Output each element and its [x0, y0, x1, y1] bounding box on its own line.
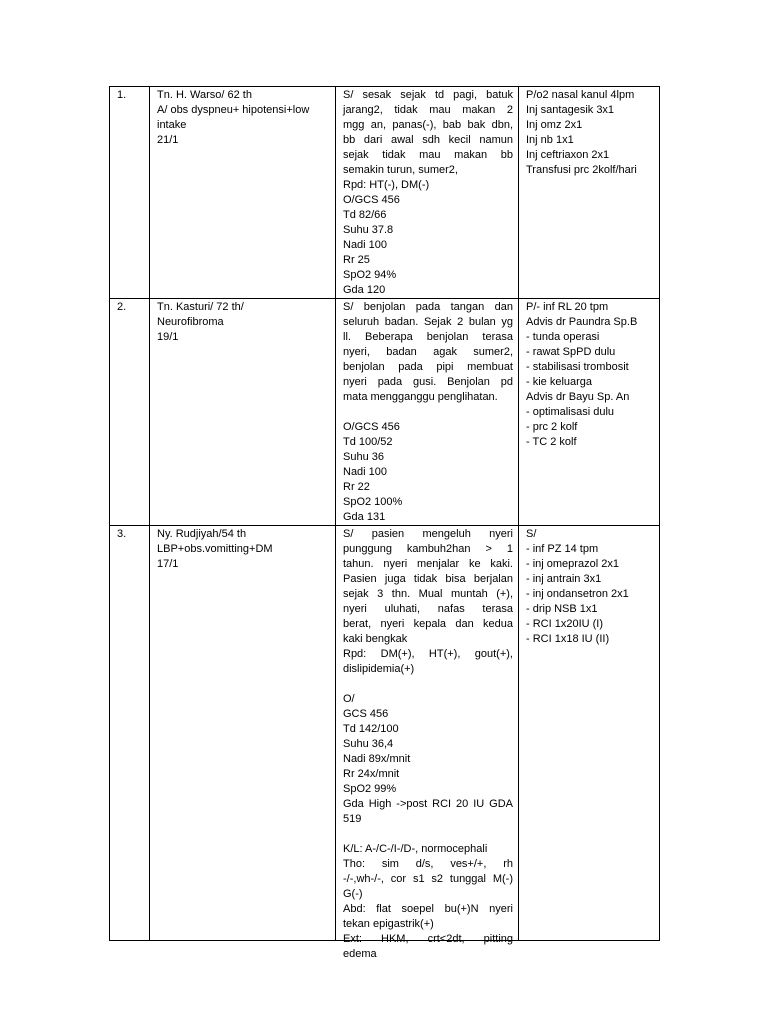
patient-info-line: Ny. Rudjiyah/54 th — [157, 528, 247, 540]
soap-line: Suhu 37.8 — [343, 224, 394, 236]
plan-line: Inj santagesik 3x1 — [526, 104, 615, 116]
soap-line: Nadi 100 — [343, 239, 388, 251]
soap-notes-cell — [336, 87, 519, 299]
soap-line — [343, 827, 513, 842]
row-number: 1. — [110, 87, 150, 299]
soap-line: mgg an, panas(-), bab bak dbn, — [343, 119, 513, 131]
table-row — [110, 526, 660, 941]
plan-line: - RCI 1x20IU (I) — [526, 618, 604, 630]
soap-line: Abd: flat soepel bu(+)N nyeri — [343, 903, 513, 915]
plan-line: - inj omeprazol 2x1 — [526, 558, 619, 570]
soap-line: seluruh badan. Sejak 2 bulan yg — [343, 316, 513, 328]
plan-line: Advis dr Paundra Sp.B — [526, 316, 638, 328]
plan-line: - rawat SpPD dulu — [526, 346, 616, 358]
soap-line: ll. Beberapa benjolan terasa — [343, 331, 513, 343]
plan-line: Transfusi prc 2kolf/hari — [526, 164, 637, 176]
soap-line: G(-) — [343, 888, 363, 900]
patient-info-cell — [150, 526, 336, 941]
soap-line: semakin turun, sumer2, — [343, 164, 458, 176]
plan-line: - tunda operasi — [526, 331, 600, 343]
soap-line — [343, 405, 513, 420]
patient-info-line: 19/1 — [157, 331, 179, 343]
patient-info-line: A/ obs dyspneu+ hipotensi+low — [157, 104, 310, 116]
soap-line: nyeri, badan agak sumer2, — [343, 346, 513, 358]
plan-line: P/- inf RL 20 tpm — [526, 301, 609, 313]
plan-line: - optimalisasi dulu — [526, 406, 615, 418]
table-row — [110, 87, 660, 299]
soap-line: Gda 131 — [343, 511, 386, 523]
plan-line: S/ — [526, 528, 537, 540]
soap-line: S/ benjolan pada tangan dan — [343, 301, 513, 313]
soap-line: O/ — [343, 693, 355, 705]
soap-line: mata mengganggu penglihatan. — [343, 391, 498, 403]
soap-line: nyeri pada gusi. Benjolan pd — [343, 376, 513, 388]
plan-line: - drip NSB 1x1 — [526, 603, 598, 615]
patient-info-line: LBP+obs.vomitting+DM — [157, 543, 273, 555]
soap-line: dislipidemia(+) — [343, 663, 415, 675]
soap-line: GCS 456 — [343, 708, 389, 720]
soap-notes-cell — [336, 299, 519, 526]
soap-line: punggung kambuh2han > 1 — [343, 543, 513, 555]
soap-line: Rpd: DM(+), HT(+), gout(+), — [343, 648, 513, 660]
soap-line: Ext: HKM, crt<2dt, pitting — [343, 933, 513, 945]
soap-line: SpO2 94% — [343, 269, 397, 281]
soap-line: S/ sesak sejak td pagi, batuk — [343, 89, 513, 101]
soap-line: jarang2, tidak mau makan 2 — [343, 104, 513, 116]
soap-line: tekan epigastrik(+) — [343, 918, 434, 930]
soap-line: nyeri uluhati, nafas terasa — [343, 603, 513, 615]
patient-info-line: Tn. Kasturi/ 72 th/ — [157, 301, 244, 313]
patient-info-line: Tn. H. Warso/ 62 th — [157, 89, 252, 101]
patient-notes-table — [109, 86, 660, 960]
plan-line: - inj antrain 3x1 — [526, 573, 602, 585]
soap-line: O/GCS 456 — [343, 421, 400, 433]
soap-line: Suhu 36 — [343, 451, 384, 463]
soap-line: Td 82/66 — [343, 209, 387, 221]
plan-line: - inf PZ 14 tpm — [526, 543, 599, 555]
plan-cell — [519, 87, 660, 299]
soap-line: Rr 25 — [343, 254, 370, 266]
soap-line: Nadi 89x/mnit — [343, 753, 411, 765]
soap-line: Nadi 100 — [343, 466, 388, 478]
soap-line: Tho: sim d/s, ves+/+, rh — [343, 858, 513, 870]
soap-line: Rr 24x/mnit — [343, 768, 400, 780]
patient-info-line: Neurofibroma — [157, 316, 224, 328]
plan-line: Inj ceftriaxon 2x1 — [526, 149, 610, 161]
soap-line: Gda 120 — [343, 284, 386, 296]
plan-line: - kie keluarga — [526, 376, 593, 388]
soap-line: bb dari awal sdh kecil namun — [343, 134, 513, 146]
plan-line: - stabilisasi trombosit — [526, 361, 629, 373]
soap-line: kaki bengkak — [343, 633, 408, 645]
patient-info-cell — [150, 299, 336, 526]
soap-line: Td 142/100 — [343, 723, 399, 735]
soap-line: SpO2 100% — [343, 496, 403, 508]
plan-line: Advis dr Bayu Sp. An — [526, 391, 630, 403]
patient-info-line: 21/1 — [157, 134, 179, 146]
plan-line: - inj ondansetron 2x1 — [526, 588, 629, 600]
plan-cell — [519, 526, 660, 941]
row-number: 2. — [110, 299, 150, 526]
plan-line: - prc 2 kolf — [526, 421, 578, 433]
soap-line: SpO2 99% — [343, 783, 397, 795]
plan-cell — [519, 299, 660, 526]
plan-line: - TC 2 kolf — [526, 436, 577, 448]
plan-line: P/o2 nasal kanul 4lpm — [526, 89, 635, 101]
plan-line: Inj nb 1x1 — [526, 134, 574, 146]
soap-line: S/ pasien mengeluh nyeri — [343, 528, 513, 540]
soap-line: edema — [343, 948, 377, 960]
soap-line: Pasien juga tidak bisa berjalan — [343, 573, 513, 585]
row-number: 3. — [110, 526, 150, 941]
soap-line — [343, 677, 513, 692]
soap-line: berat, nyeri kepala dan kedua — [343, 618, 513, 630]
patient-info-cell — [150, 87, 336, 299]
soap-line: Gda High ->post RCI 20 IU GDA — [343, 798, 513, 810]
plan-line: - RCI 1x18 IU (II) — [526, 633, 610, 645]
patient-info-line: intake — [157, 119, 187, 131]
soap-line: 519 — [343, 813, 362, 825]
soap-line: Suhu 36,4 — [343, 738, 394, 750]
soap-line: O/GCS 456 — [343, 194, 400, 206]
soap-line: sejak 3 thn. Mual muntah (+), — [343, 588, 513, 600]
patient-info-line: 17/1 — [157, 558, 179, 570]
soap-notes-cell — [336, 526, 519, 960]
soap-line: -/-,wh-/-, cor s1 s2 tunggal M(-) — [343, 873, 513, 885]
soap-line: sejak tidak mau makan bb — [343, 149, 513, 161]
soap-line: tahun. nyeri menjalar ke kaki. — [343, 558, 513, 570]
soap-line: Rr 22 — [343, 481, 370, 493]
plan-line: Inj omz 2x1 — [526, 119, 583, 131]
soap-line: Td 100/52 — [343, 436, 393, 448]
table-row — [110, 299, 660, 526]
soap-line: benjolan pada pipi membuat — [343, 361, 513, 373]
soap-line: Rpd: HT(-), DM(-) — [343, 179, 430, 191]
soap-line: K/L: A-/C-/I-/D-, normocephali — [343, 843, 488, 855]
